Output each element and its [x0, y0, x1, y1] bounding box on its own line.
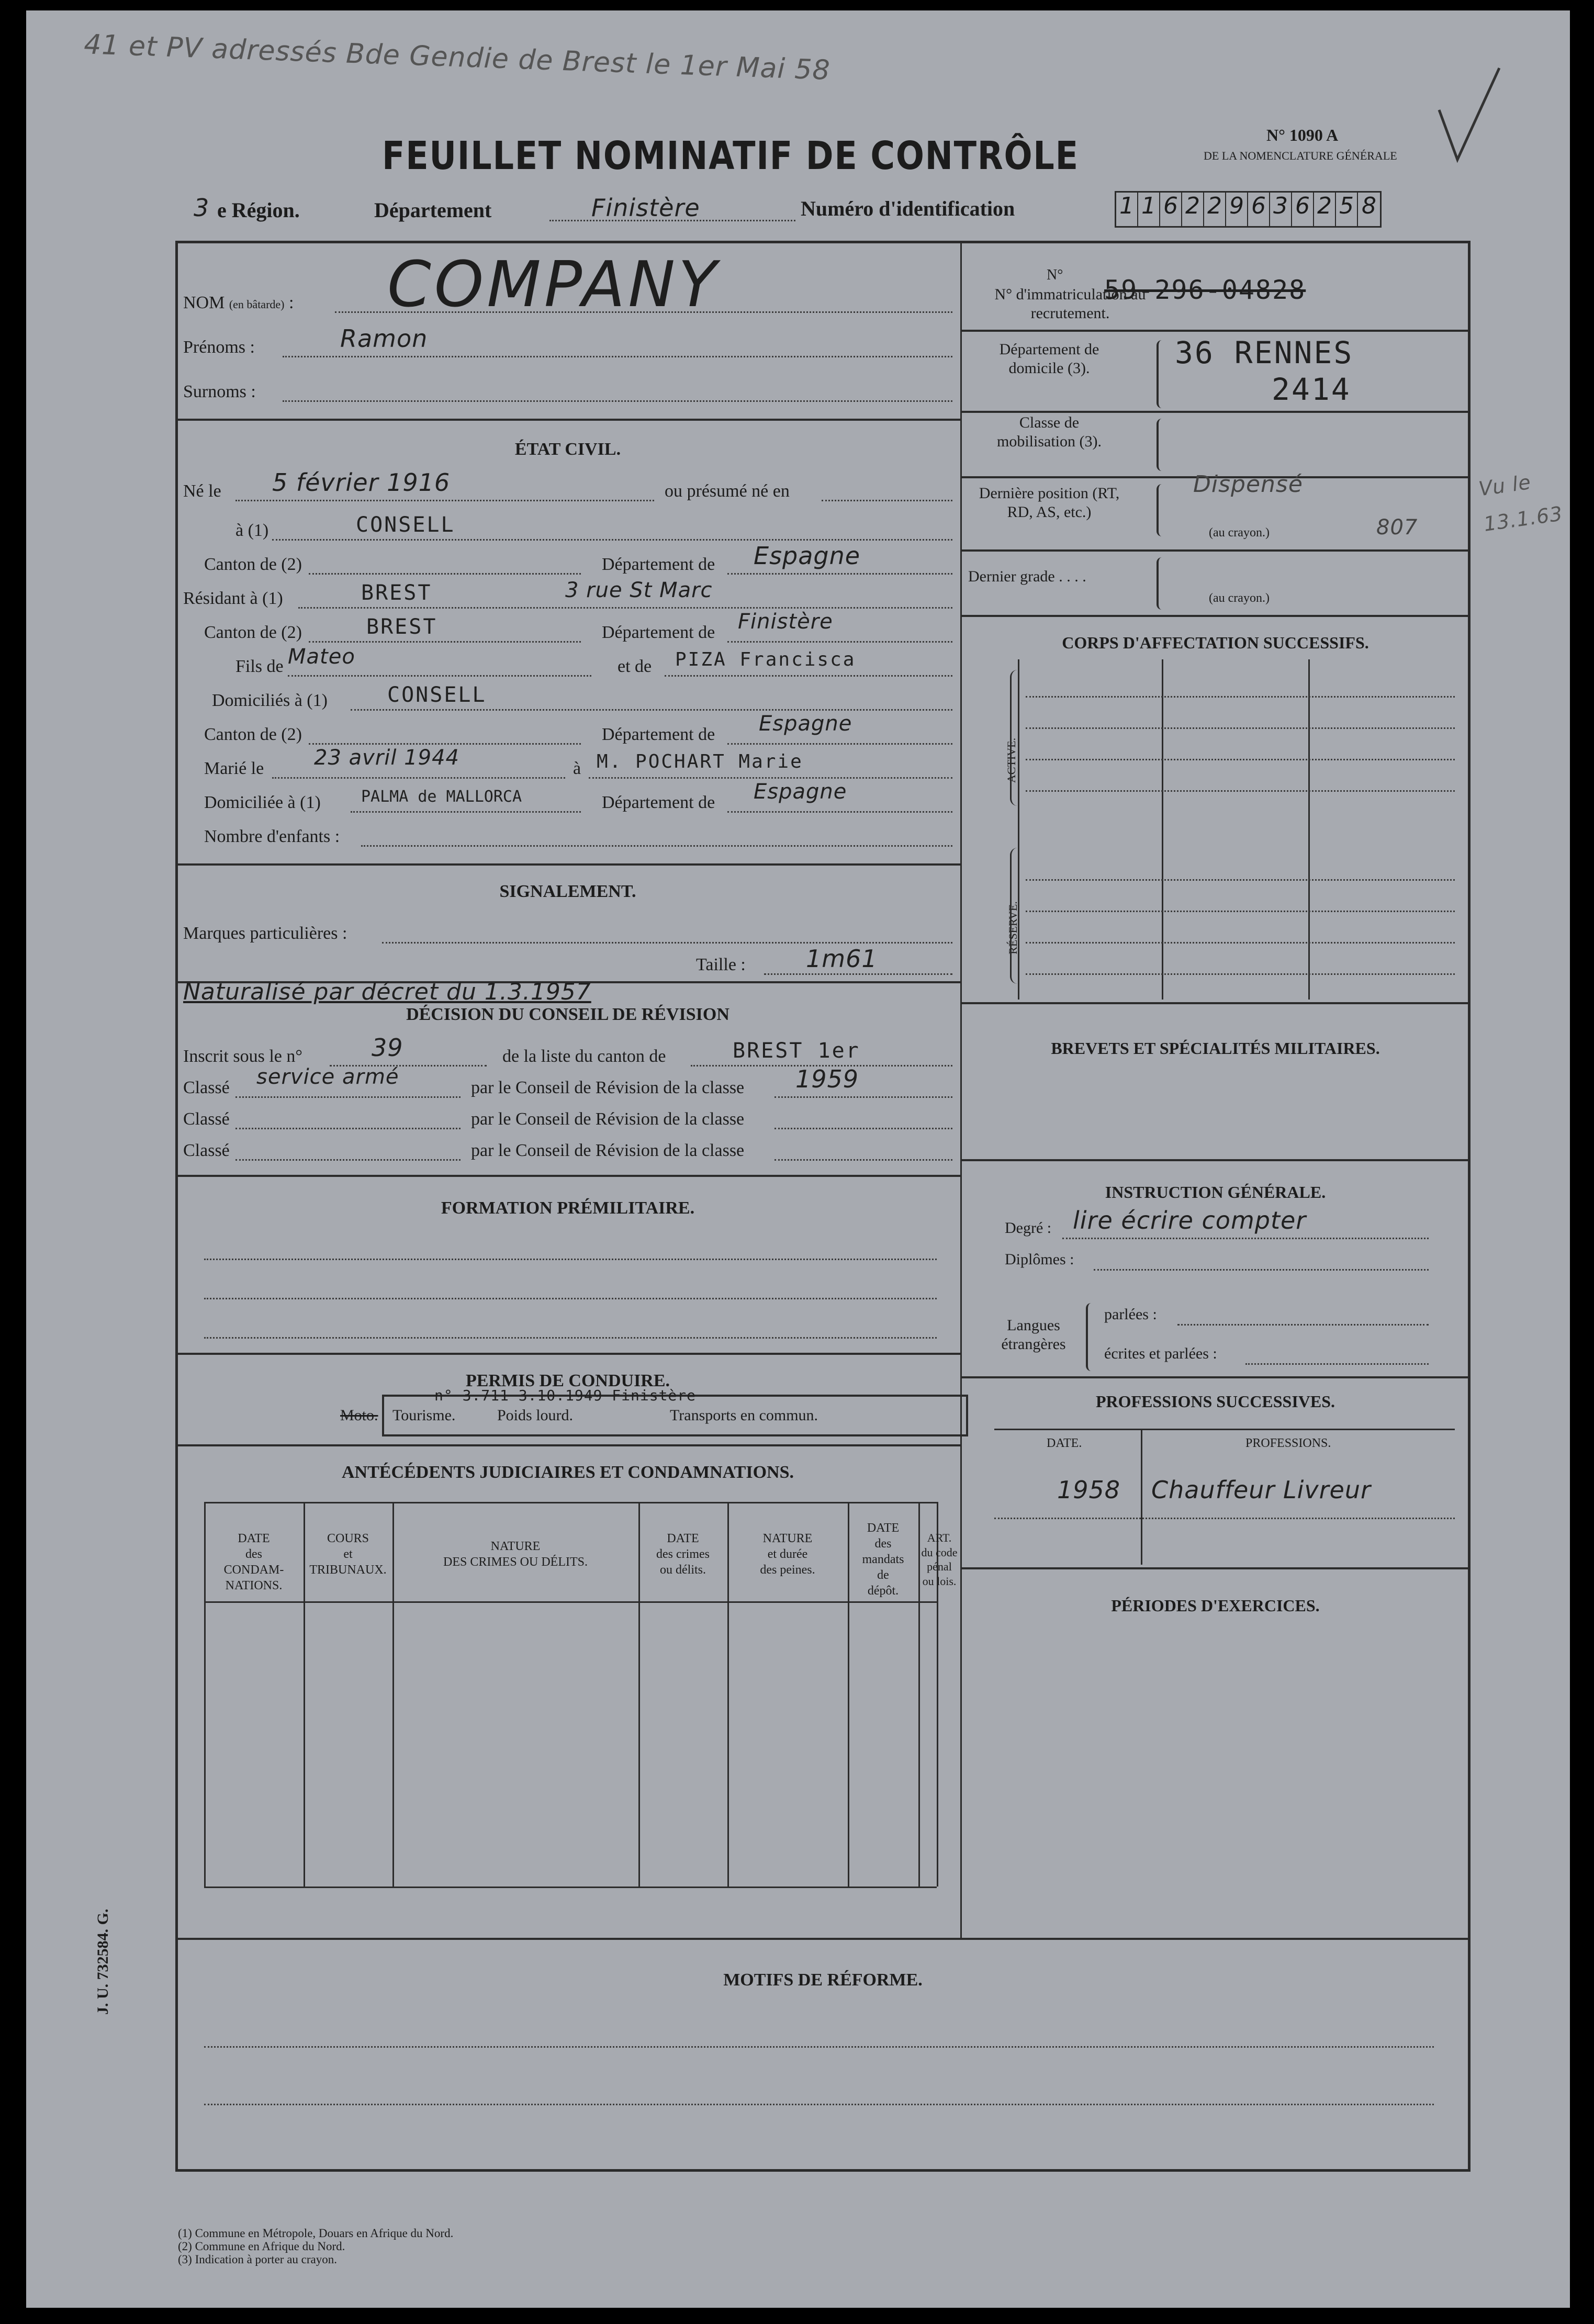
immat-label: N° d'immatriculation au recrutement. — [994, 286, 1146, 322]
canton2-value: BREST — [366, 615, 437, 639]
derniere-pos-value: Dispensé — [1193, 471, 1303, 498]
dept4-value: Espagne — [754, 780, 847, 804]
derniere-pos-label: Dernière position (RT, RD, AS, etc.) — [979, 485, 1120, 521]
dept2-value: Finistère — [738, 610, 833, 634]
col-date-mandats: DATE des mandats de dépôt. — [862, 1521, 904, 1598]
dept-dom-value2: 2414 — [1272, 372, 1351, 407]
check-mark-icon — [1434, 63, 1507, 167]
top-annotation: 41 et PV adressés Bde Gendie de Brest le 1er Mai 58 — [83, 29, 831, 86]
et-de-label: et de — [618, 657, 652, 676]
prenoms-value: Ramon — [340, 324, 428, 353]
col-nature-peines: NATURE et durée des peines. — [760, 1532, 815, 1577]
taille-label: Taille : — [696, 955, 746, 974]
footnote-1: (1) Commune en Métropole, Douars en Afrique du Nord. — [178, 2227, 454, 2240]
dept-dom-label: Département de domicile (3). — [999, 341, 1099, 377]
classe-label-3: Classé — [183, 1141, 230, 1160]
reforme-heading: MOTIFS DE RÉFORME. — [723, 1970, 923, 1990]
et-de-value: PIZA Francisca — [675, 649, 856, 670]
marques-label: Marques particulières : — [183, 924, 347, 943]
langues-label: Langues étrangères — [1001, 1317, 1066, 1353]
permis-poids: Poids lourd. — [497, 1407, 574, 1424]
naturalisation-note: Naturalisé par décret du 1.3.1957 — [183, 979, 591, 1005]
classe-mob-label: Classe de mobilisation (3). — [997, 414, 1102, 450]
ecrites-label: écrites et parlées : — [1104, 1345, 1217, 1362]
dept-value: Espagne — [754, 542, 861, 570]
domicilies-value: CONSELL — [387, 683, 487, 707]
side-print: J. U. 732584. G. — [94, 1908, 111, 2015]
col-art-code: ART. du code pénal ou lois. — [921, 1531, 958, 1588]
par-label-1: par le Conseil de Révision de la classe — [471, 1078, 745, 1097]
footnote-3: (3) Indication à porter au crayon. — [178, 2253, 337, 2266]
permis-annotation: n° 3.711 3.10.1949 Finistère — [434, 1387, 697, 1404]
form-subtitle: DE LA NOMENCLATURE GÉNÉRALE — [1204, 149, 1397, 162]
enfants-label: Nombre d'enfants : — [204, 827, 340, 846]
margin-note: Vu le 13.1.63 — [1477, 470, 1565, 536]
dernier-grade-label: Dernier grade . . . . — [968, 568, 1086, 585]
prenoms-label: Prénoms : — [183, 338, 255, 357]
instruction-heading: INSTRUCTION GÉNÉRALE. — [1105, 1183, 1326, 1202]
department-label: Département — [374, 198, 492, 222]
a-value: CONSELL — [356, 513, 455, 537]
taille-value: 1m61 — [806, 945, 878, 973]
immat-value: 59-296-04828 — [1104, 275, 1306, 305]
classe-value: service armé — [256, 1065, 399, 1089]
formation-heading: FORMATION PRÉMILITAIRE. — [441, 1198, 695, 1218]
form-title: FEUILLET NOMINATIF DE CONTRÔLE — [382, 133, 1079, 178]
a-label: à (1) — [235, 521, 269, 540]
periodes-heading: PÉRIODES D'EXERCICES. — [1111, 1596, 1320, 1615]
presume-label: ou présumé né en — [665, 481, 790, 501]
dept3-value: Espagne — [759, 712, 852, 736]
inscrit-label: Inscrit sous le n° — [183, 1047, 302, 1066]
pos-code: 807 — [1376, 515, 1418, 540]
permis-transports: Transports en commun. — [670, 1407, 818, 1424]
active-label: ACTIVE. — [1005, 737, 1018, 783]
prof-date: 1958 — [1057, 1476, 1121, 1504]
liste-label: de la liste du canton de — [502, 1047, 666, 1066]
nom-label: NOM (en bâtarde) : — [183, 293, 294, 312]
etat-civil-heading: ÉTAT CIVIL. — [514, 440, 621, 459]
canton2-label: Canton de (2) — [204, 623, 302, 642]
marie-date: 23 avril 1944 — [314, 746, 459, 770]
dept4-label: Département de — [602, 793, 715, 812]
nom-value: COMPANY — [387, 249, 720, 321]
marie-a: à — [573, 759, 581, 778]
permis-tourisme: Tourisme. — [392, 1407, 456, 1424]
department-value: Finistère — [591, 194, 700, 222]
inscrit-value: 39 — [372, 1034, 403, 1062]
degre-value: lire écrire compter — [1073, 1206, 1307, 1234]
ne-le-label: Né le — [183, 481, 221, 501]
marie-label: Marié le — [204, 759, 264, 778]
resident-label: Résidant à (1) — [183, 589, 283, 608]
revision-heading: DÉCISION DU CONSEIL DE RÉVISION — [406, 1005, 729, 1024]
classe-label-1: Classé — [183, 1078, 230, 1097]
form-sheet — [26, 10, 1570, 2308]
au-crayon-1: (au crayon.) — [1209, 526, 1270, 540]
par-label-2: par le Conseil de Révision de la classe — [471, 1109, 745, 1129]
canton3-label: Canton de (2) — [204, 725, 302, 744]
corps-heading: CORPS D'AFFECTATION SUCCESSIFS. — [1062, 633, 1369, 652]
dept2-label: Département de — [602, 623, 715, 642]
resident-address: 3 rue St Marc — [565, 578, 713, 602]
domiciliee-label: Domiciliée à (1) — [204, 793, 321, 812]
dept-label: Département de — [602, 555, 715, 574]
classe-label-2: Classé — [183, 1109, 230, 1129]
col-date-crimes: DATE des crimes ou délits. — [656, 1532, 710, 1577]
date-col: DATE. — [1047, 1436, 1082, 1450]
dept-dom-value: 36 RENNES — [1175, 335, 1354, 371]
ne-le-value: 5 février 1916 — [272, 468, 451, 497]
marie-value: M. POCHART Marie — [597, 751, 803, 772]
surnoms-label: Surnoms : — [183, 382, 256, 401]
immat-n: N° — [1047, 267, 1063, 283]
reserve-label: RÉSERVE. — [1006, 901, 1019, 955]
dept3-label: Département de — [602, 725, 715, 744]
degre-label: Degré : — [1005, 1219, 1052, 1237]
judiciaires-heading: ANTÉCÉDENTS JUDICIAIRES ET CONDAMNATIONS. — [341, 1463, 794, 1482]
classe-year: 1959 — [795, 1065, 859, 1093]
permis-moto: Moto. — [340, 1407, 378, 1424]
footnote-2: (2) Commune en Afrique du Nord. — [178, 2240, 345, 2253]
fils-label: Fils de — [235, 657, 284, 676]
fils-value: Mateo — [288, 645, 355, 669]
id-label: Numéro d'identification — [801, 197, 1015, 220]
brevets-heading: BREVETS ET SPÉCIALITÉS MILITAIRES. — [1051, 1039, 1380, 1058]
permis-heading: PERMIS DE CONDUIRE. — [465, 1371, 670, 1390]
col-nature-crimes: NATURE DES CRIMES OU DÉLITS. — [443, 1540, 588, 1569]
id-number-boxes: 1 1 6 2 2 9 6 3 6 2 5 8 — [1115, 191, 1382, 228]
diplomes-label: Diplômes : — [1005, 1251, 1074, 1268]
canton-label: Canton de (2) — [204, 555, 302, 574]
prof-col: PROFESSIONS. — [1245, 1436, 1331, 1450]
region-number: 3 — [194, 194, 210, 222]
par-label-3: par le Conseil de Révision de la classe — [471, 1141, 745, 1160]
au-crayon-2: (au crayon.) — [1209, 591, 1270, 605]
domiciliee-value: PALMA de MALLORCA — [361, 788, 522, 806]
col-cours: COURS et TRIBUNAUX. — [309, 1532, 387, 1577]
parlees-label: parlées : — [1104, 1306, 1157, 1323]
signalement-heading: SIGNALEMENT. — [499, 882, 636, 901]
resident-value: BREST — [361, 581, 432, 605]
region-label: e Région. — [217, 198, 300, 222]
form-number: N° 1090 A — [1266, 126, 1339, 144]
domicilies-label: Domiciliés à (1) — [212, 691, 328, 710]
col-date-condamnations: DATE des CONDAM- NATIONS. — [223, 1532, 284, 1592]
professions-heading: PROFESSIONS SUCCESSIVES. — [1095, 1392, 1335, 1411]
prof-value: Chauffeur Livreur — [1151, 1476, 1371, 1504]
liste-value: BREST 1er — [733, 1039, 860, 1063]
